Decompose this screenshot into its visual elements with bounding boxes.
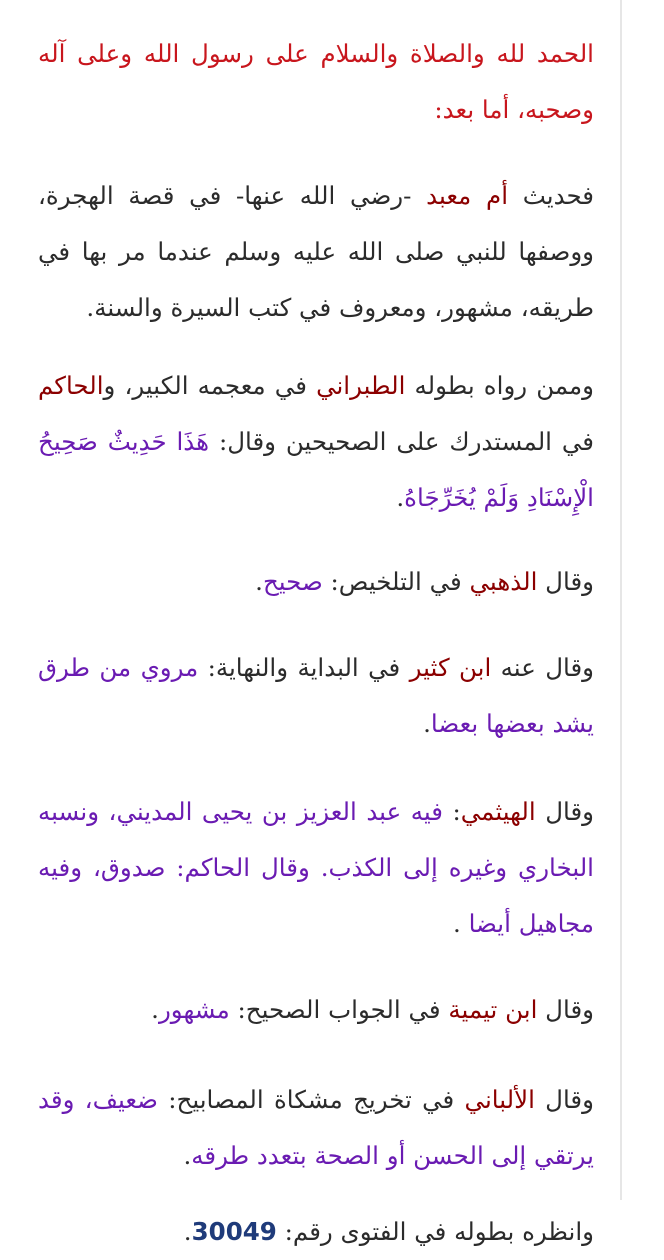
scholar-name-haythami: الهيثمي [460, 797, 536, 826]
paragraph-tabarani-hakim [38, 358, 594, 526]
paragraph-haythami [38, 784, 594, 952]
scholar-name-hakim: الحاكم [38, 371, 104, 400]
punctuation: . [423, 709, 431, 738]
punctuation: . [453, 909, 469, 938]
quoted-verdict: ضعيف، وقد يرتقي إلى الحسن أو الصحة بتعدد طرقه [38, 1085, 594, 1170]
right-edge-rule [620, 0, 622, 1200]
paragraph-dhahabi [38, 554, 594, 610]
scholar-name-ibn-taymiyya: ابن تيمية [448, 995, 538, 1024]
quoted-verdict: صحيح [262, 567, 323, 596]
paragraph-text: وقال [537, 995, 594, 1024]
paragraph-umm-mabad [38, 168, 594, 336]
fatwa-number-link[interactable]: 30049 [191, 1217, 277, 1246]
paragraph-text: في البداية والنهاية: [198, 653, 410, 682]
paragraph-text: وقال [535, 797, 594, 826]
scholar-name-dhahabi: الذهبي [469, 567, 538, 596]
paragraph-see-fatwa [38, 1204, 594, 1260]
paragraph-text: في معجمه الكبير، و [103, 371, 317, 400]
paragraph-text: وممن رواه بطوله [405, 371, 594, 400]
quoted-verdict: فيه عبد العزيز بن يحيى المديني، ونسبه البخاري وغيره إلى الكذب. وقال الحاكم: صدوق، وفيه مجاهيل أيضا [38, 797, 594, 938]
paragraph-ibn-taymiyya [38, 982, 594, 1038]
scholar-name-albani: الألباني [464, 1085, 535, 1114]
paragraph-text: وقال عنه [491, 653, 594, 682]
paragraph-ibn-kathir [38, 640, 594, 752]
quoted-verdict: هَذَا حَدِيثٌ صَحِيحُ الْإِسْنَادِ وَلَمْ يُخَرِّجَاهُ [38, 427, 594, 512]
paragraph-albani [38, 1072, 594, 1184]
intro-paragraph: الحمد لله والصلاة والسلام على رسول الله وعلى آله وصحبه، أما بعد: [38, 39, 594, 124]
narrator-name: أم معبد [426, 181, 509, 210]
article-body [38, 26, 594, 1260]
scholar-name-tabarani: الطبراني [316, 371, 406, 400]
paragraph-text: -رضي الله عنها- في قصة الهجرة، ووصفها للنبي صلى الله عليه وسلم عندما مر بها في طريقه، مشهور، ومعروف في كتب السيرة والسنة. [38, 181, 594, 322]
paragraph-text: فحديث [508, 181, 594, 210]
punctuation: . [151, 995, 159, 1024]
paragraph-text: وقال [534, 1085, 594, 1114]
quoted-verdict: مروي من طرق يشد بعضها بعضا [38, 653, 594, 738]
punctuation: . [183, 1141, 192, 1170]
paragraph-text: في المستدرك على الصحيحين وقال: [209, 427, 594, 456]
punctuation: . [183, 1217, 192, 1246]
paragraph-text: : [442, 797, 461, 826]
punctuation: . [396, 483, 405, 512]
paragraph-text: في تخريج مشكاة المصابيح: [157, 1085, 465, 1114]
paragraph-text: وانظره بطوله في الفتوى رقم: [276, 1217, 594, 1246]
quoted-verdict: مشهور [158, 995, 230, 1024]
paragraph-text: وقال [537, 567, 594, 596]
scholar-name-ibn-kathir: ابن كثير [409, 653, 492, 682]
paragraph-text: في الجواب الصحيح: [229, 995, 449, 1024]
punctuation: . [255, 567, 263, 596]
paragraph-text: في التلخيص: [322, 567, 470, 596]
